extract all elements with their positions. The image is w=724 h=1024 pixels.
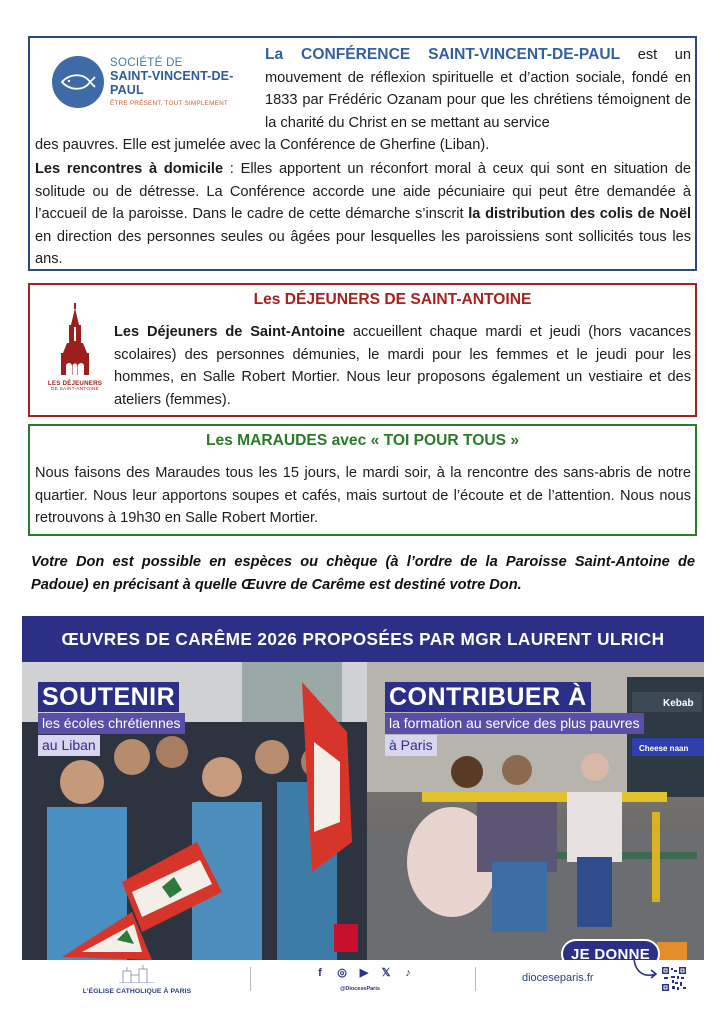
svp-section	[28, 36, 697, 271]
facebook-icon[interactable]: f	[318, 966, 322, 979]
colis-noel-bold: la distribution des colis de Noël	[468, 206, 691, 222]
dejeuners-section	[28, 283, 697, 417]
svp-rencontres	[35, 158, 691, 271]
svp-logo-line2: SAINT-VINCENT-DE-PAUL	[110, 68, 234, 97]
social-handle[interactable]: @DioceseParis	[340, 986, 380, 992]
dejeuners-text	[114, 321, 691, 411]
svp-logo	[52, 54, 257, 110]
footer-divider	[475, 967, 476, 991]
contribuer-location: à Paris	[385, 735, 437, 756]
maraudes-section	[28, 424, 697, 536]
kebab-sign: Kebab	[663, 698, 694, 709]
cheese-naan-sign: Cheese naan	[639, 744, 689, 753]
svp-intro-continued: des pauvres. Elle est jumelée avec la Conférence de Gherfine (Liban).	[35, 137, 490, 153]
lent-poster	[22, 616, 704, 960]
social-links	[314, 966, 414, 979]
svp-logo-line1: SOCIÉTÉ DE	[110, 57, 183, 70]
dejeuners-title: Les DÉJEUNERS DE SAINT-ANTOINE	[253, 291, 532, 308]
svp-title: La CONFÉRENCE SAINT-VINCENT-DE-PAUL	[265, 46, 621, 63]
dejeuners-body: accueillent chaque mardi et jeudi (hors vacances scolaires) des personnes démunies, le mardi pour les femmes et le jeudi pour les hommes, en Salle Robert Mortier. Nous leur proposons également un vestiaire et des ateliers (femmes).	[114, 324, 691, 408]
eglise-paris-logo	[82, 965, 192, 995]
x-icon[interactable]: 𝕏	[381, 967, 391, 979]
qr-code-icon[interactable]	[662, 967, 686, 991]
soutenir-subtitle: les écoles chrétiennes	[38, 713, 185, 734]
contribuer-label: CONTRIBUER À	[385, 682, 591, 712]
maraudes-title: Les MARAUDES avec « TOI POUR TOUS »	[205, 432, 520, 449]
svp-intro-text: est un mouvement de réflexion spirituelle et d’action sociale, fondé en 1833 par Frédéric Ozanam pour que les chrétiens témoignent de la charité du Christ en se mettant au service	[265, 47, 691, 131]
svp-intro	[265, 44, 691, 134]
footer-divider	[250, 967, 251, 991]
donation-note: Votre Don est possible en espèces ou chèque (à l’ordre de la Paroisse Saint-Antoine de Padoue) en précisant à quelle Œuvre de Carême est destiné votre Don.	[31, 554, 695, 593]
soutenir-label: SOUTENIR	[38, 682, 179, 712]
cathedral-skyline-icon	[117, 965, 157, 983]
donate-button[interactable]: JE DONNE	[561, 939, 660, 960]
contribuer-subtitle: la formation au service des plus pauvres	[385, 713, 644, 734]
website-link[interactable]: dioceseparis.fr	[522, 972, 594, 984]
poster-footer	[22, 960, 704, 1000]
maraudes-text: Nous faisons des Maraudes tous les 15 jours, le mardi soir, à la rencontre des sans-abris de notre quartier. Nous leur apportons soupes et cafés, mais surtout de l’écoute et de l’attention. Nous nous retrouvons à 19h30 en Salle Robert Mortier.	[35, 465, 691, 526]
dejeuners-logo	[40, 303, 110, 395]
dejeuners-bold: Les Déjeuners de Saint-Antoine	[114, 324, 346, 340]
instagram-icon[interactable]: ◎	[337, 967, 347, 979]
eglise-paris-text: L’ÉGLISE CATHOLIQUE À PARIS	[82, 988, 192, 995]
rencontres-heading: Les rencontres à domicile	[35, 161, 224, 177]
soutenir-location: au Liban	[38, 735, 100, 756]
svp-logo-tagline: ÊTRE PRÉSENT, TOUT SIMPLEMENT	[110, 99, 229, 107]
curved-arrow-icon	[630, 954, 660, 984]
tiktok-icon[interactable]: ♪	[405, 966, 411, 979]
poster-header: ŒUVRES DE CARÊME 2026 PROPOSÉES PAR MGR LAURENT ULRICH	[22, 616, 704, 662]
church-tower-icon	[55, 303, 95, 375]
fish-icon	[52, 56, 104, 108]
rencontres-text: : Elles apportent un réconfort moral à ceux qui sont en situation de solitude ou de détresse. La Conférence accorde une aide pécuniaire qui peut être demandée à l’accueil de la paroisse. Dans le cadre de cette démarche s’inscrit	[35, 161, 692, 222]
dejeuners-logo-line1: LES DÉJEUNERS	[47, 380, 103, 387]
rencontres-text-end: en direction des personnes seules ou âgées pour lesquelles les paroissiens sont sollicités tous les ans.	[35, 228, 691, 267]
photo-lebanon-children	[22, 662, 367, 960]
dejeuners-logo-line2: DE SAINT-ANTOINE	[51, 387, 99, 392]
youtube-icon[interactable]: ▶	[359, 967, 369, 979]
photo-paris-bench	[367, 662, 704, 960]
